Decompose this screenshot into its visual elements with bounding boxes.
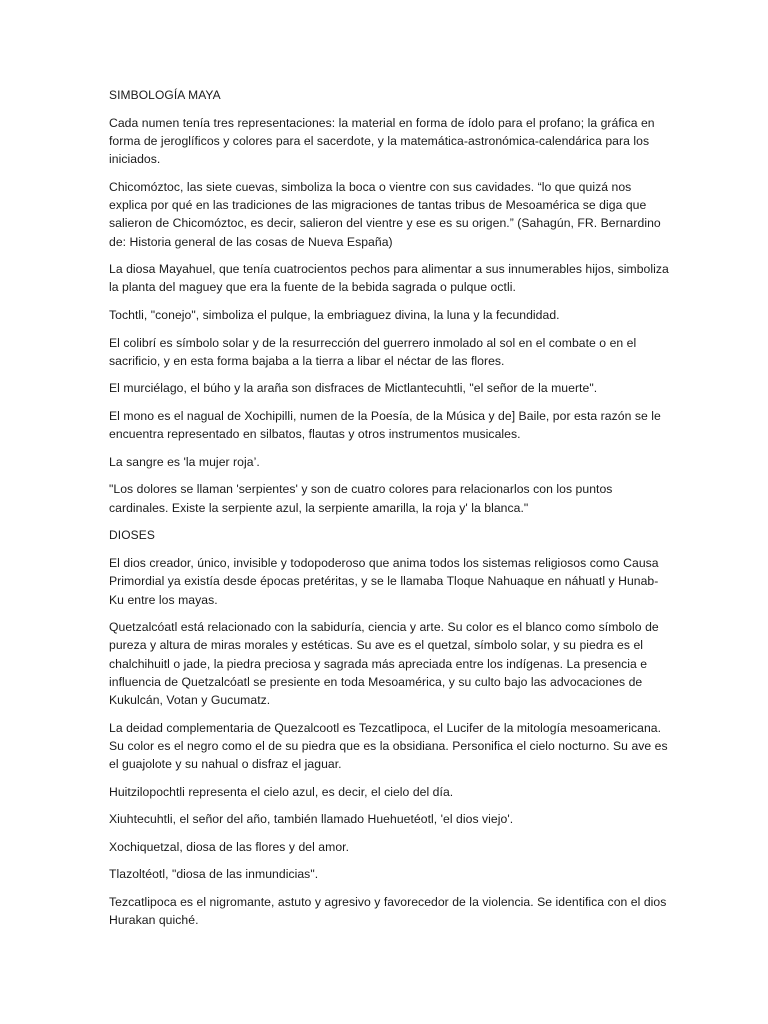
paragraph: Huitzilopochtli representa el cielo azul, es decir, el cielo del día.	[109, 784, 454, 799]
paragraph: Xochiquetzal, diosa de las flores y del amor.	[109, 839, 350, 854]
paragraph: El mono es el nagual de Xochipilli, numen de la Poesía, de la Música y de] Baile, por esta razón se le encuentra representado en silbatos, flautas y otros instrumentos musicales.	[109, 408, 661, 442]
paragraph: Chicomóztoc, las siete cuevas, simboliza la boca o vientre con sus cavidades. “lo que quizá nos explica por qué en las tradiciones de las migraciones de tantas tribus de Mesoamérica se diga que salieron de Chicomóztoc, es decir, salieron del vientre y ese es su origen.” (Sahagún, FR. Bernardino de: Historia general de las cosas de Nueva España)	[109, 180, 661, 249]
document-page	[109, 86, 669, 939]
paragraph: La deidad complementaria de Quezalcootl es Tezcatlipoca, el Lucifer de la mitología mesoamericana. Su color es el negro como el de su piedra que es la obsidiana. Personifica el cielo nocturno. Su ave es el guajolote y su nahual o disfraz el jaguar.	[109, 720, 668, 771]
paragraph: Tochtli, "conejo", simboliza el pulque, la embriaguez divina, la luna y la fecundidad.	[109, 308, 560, 322]
paragraph: Xiuhtecuhtli, el señor del año, también llamado Huehuetéotl, 'el dios viejo'.	[109, 812, 514, 827]
paragraph: El colibrí es símbolo solar y de la resurrección del guerrero inmolado al sol en el combate o en el sacrificio, y en esta forma bajaba a la tierra a libar el néctar de las flores.	[109, 335, 637, 368]
paragraph: Tezcatlipoca es el nigromante, astuto y agresivo y favorecedor de la violencia. Se identifica con el dios Hurakan quiché.	[109, 894, 667, 928]
paragraph: El murciélago, el búho y la araña son disfraces de Mictlantecuhtli, "el señor de la muerte".	[109, 381, 598, 396]
section-heading-dioses: DIOSES	[109, 528, 155, 543]
paragraph: "Los dolores se llaman 'serpientes' y son de cuatro colores para relacionarlos con los puntos cardinales. Existe la serpiente azul, la serpiente amarilla, la roja y' la blanca."	[109, 482, 613, 515]
document-title: SIMBOLOGÍA MAYA	[109, 88, 221, 102]
paragraph: La diosa Mayahuel, que tenía cuatrocientos pechos para alimentar a sus innumerables hijos, simboliza la planta del maguey que era la fuente de la bebida sagrada o pulque octli.	[109, 262, 669, 295]
paragraph: Quetzalcóatl está relacionado con la sabiduría, ciencia y arte. Su color es el blanco como símbolo de pureza y altura de miras morales y estéticas. Su ave es el quetzal, símbolo solar, y su piedra es el chalchihuitl o jade, la piedra preciosa y sagrada más apreciada entre los indígenas. La presencia e influencia de Quetzalcóatl se presiente en toda Mesoamérica, y su culto bajo las advocaciones de Kukulcán, Votan y Gucumatz.	[109, 620, 659, 707]
paragraph: La sangre es 'la mujer roja’.	[109, 454, 260, 469]
paragraph: Cada numen tenía tres representaciones: la material en forma de ídolo para el profano; la gráfica en forma de jeroglíficos y colores para el sacerdote, y la matemática-astronómica-calendárica para los iniciados.	[109, 116, 655, 167]
paragraph: Tlazoltéotl, "diosa de las inmundicias".	[109, 867, 319, 882]
paragraph: El dios creador, único, invisible y todopoderoso que anima todos los sistemas religiosos como Causa Primordial ya existía desde épocas pretéritas, y se le llamaba Tloque Nahuaque en náhuatl y Hunab-Ku entre los mayas.	[109, 556, 659, 607]
